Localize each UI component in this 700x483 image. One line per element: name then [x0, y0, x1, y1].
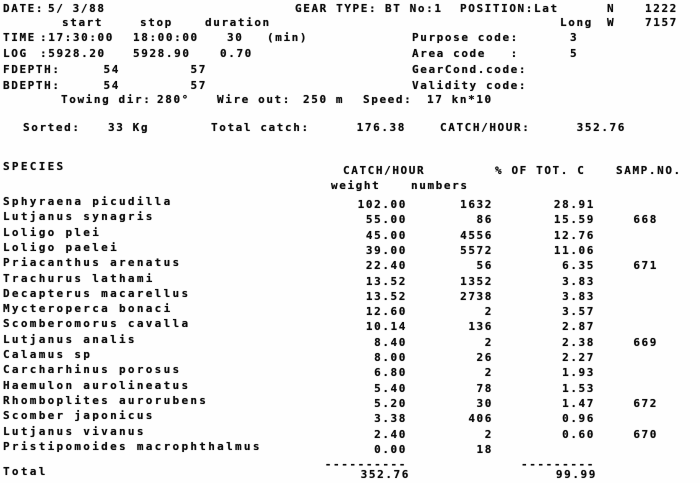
species-name: Haemulon aurolineatus [3, 379, 191, 392]
numbers-value: 86 [476, 213, 493, 226]
fdepth-label: FDEPTH: [3, 63, 61, 76]
pct-value: 12.76 [553, 229, 595, 242]
pct-value: 2.38 [562, 336, 595, 349]
date-label: DATE: [3, 2, 45, 15]
total-pct-value: 99.99 [555, 468, 597, 481]
samp-column-header: SAMP.NO. [616, 164, 682, 177]
bdepth-stop-value: 57 [190, 79, 207, 92]
numbers-value: 56 [476, 259, 493, 272]
towing-dir-label: Towing dir: [61, 93, 152, 106]
wire-out-label: Wire out: [217, 93, 292, 106]
pct-value: 1.53 [562, 382, 595, 395]
fdepth-start-value: 54 [103, 63, 120, 76]
species-column-label: SPECIES [3, 160, 66, 173]
weight-value: 45.00 [365, 229, 407, 242]
samp-value: 669 [633, 336, 658, 349]
numbers-value: 5572 [460, 244, 493, 257]
table-row [0, 425, 700, 440]
weight-value: 8.00 [374, 351, 407, 364]
catch-hour-label: CATCH/HOUR: [440, 121, 531, 134]
long-value: 7157 [645, 16, 678, 29]
catch-hour-value: 352.76 [576, 121, 626, 134]
wire-out-value: 250 m [303, 93, 345, 106]
pct-value: 2.87 [562, 320, 595, 333]
weight-value: 13.52 [365, 275, 407, 288]
table-row [0, 195, 700, 210]
pct-value: 2.27 [562, 351, 595, 364]
species-name: Priacanthus arenatus [3, 256, 182, 269]
numbers-value: 2 [484, 336, 493, 349]
duration-column-label: duration [205, 16, 271, 29]
weight-total-rule: ---------- [324, 458, 407, 471]
samp-value: 670 [633, 428, 658, 441]
total-weight-value: 352.76 [360, 468, 410, 481]
pct-value: 0.96 [562, 412, 595, 425]
time-label: TIME [3, 31, 36, 44]
fdepth-stop-value: 57 [190, 63, 207, 76]
weight-value: 13.52 [365, 290, 407, 303]
table-row [0, 394, 700, 409]
pct-value: 3.83 [562, 290, 595, 303]
table-row [0, 272, 700, 287]
pct-column-header: % OF TOT. C [495, 164, 586, 177]
pct-value: 0.60 [562, 428, 595, 441]
position-long-label: Long [560, 16, 593, 29]
purpose-code-label: Purpose code: [412, 31, 519, 44]
samp-value: 671 [633, 259, 658, 272]
weight-value: 22.40 [365, 259, 407, 272]
table-row [0, 302, 700, 317]
species-name: Loligo plei [3, 226, 102, 239]
numbers-value: 78 [476, 382, 493, 395]
species-name: Loligo paelei [3, 241, 119, 254]
total-row [0, 465, 700, 480]
table-row [0, 409, 700, 424]
table-row [0, 256, 700, 271]
bdepth-start-value: 54 [103, 79, 120, 92]
lat-hemisphere: N [607, 2, 616, 15]
speed-value: 17 kn*10 [427, 93, 493, 106]
total-catch-label: Total catch: [211, 121, 310, 134]
total-catch-value: 176.38 [356, 121, 406, 134]
time-duration-value: 30 [227, 31, 244, 44]
weight-value: 5.20 [374, 397, 407, 410]
pct-value: 1.47 [562, 397, 595, 410]
numbers-value: 2 [484, 305, 493, 318]
numbers-value: 406 [468, 412, 493, 425]
table-row [0, 210, 700, 225]
sorted-label: Sorted: [23, 121, 81, 134]
species-name: Lutjanus synagris [3, 210, 155, 223]
table-row [0, 241, 700, 256]
numbers-value: 2 [484, 428, 493, 441]
time-start-value: :17:30:00 [40, 31, 115, 44]
species-name: Sphyraena picudilla [3, 195, 173, 208]
numbers-value: 136 [468, 320, 493, 333]
pct-value: 6.35 [562, 259, 595, 272]
weight-value: 3.38 [374, 412, 407, 425]
pct-value: 1.93 [562, 366, 595, 379]
position-lat-label: POSITION:Lat [460, 2, 559, 15]
table-row [0, 348, 700, 363]
sorted-value: 33 Kg [108, 121, 150, 134]
species-name: Decapterus macarellus [3, 287, 191, 300]
gear-type-value: BT No:1 [385, 2, 443, 15]
weight-value: 12.60 [365, 305, 407, 318]
gear-type-label: GEAR TYPE: [295, 2, 378, 15]
numbers-value: 18 [476, 443, 493, 456]
weight-value: 0.00 [374, 443, 407, 456]
pct-total-rule: --------- [520, 458, 595, 471]
numbers-value: 30 [476, 397, 493, 410]
table-row [0, 317, 700, 332]
purpose-code-value: 3 [570, 31, 579, 44]
area-code-value: 5 [570, 47, 579, 60]
area-code-label: Area code : [412, 47, 519, 60]
species-name: Lutjanus vivanus [3, 425, 146, 438]
table-row [0, 226, 700, 241]
weight-value: 6.80 [374, 366, 407, 379]
validity-code-label: Validity code: [412, 79, 528, 92]
weight-value: 8.40 [374, 336, 407, 349]
start-column-label: start [62, 16, 104, 29]
numbers-value: 2 [484, 366, 493, 379]
species-name: Lutjanus analis [3, 333, 137, 346]
numbers-value: 2738 [460, 290, 493, 303]
species-name: Scomber japonicus [3, 409, 155, 422]
weight-value: 2.40 [374, 428, 407, 441]
weight-column-header: weight [331, 179, 381, 192]
species-name: Scomberomorus cavalla [3, 317, 191, 330]
weight-value: 5.40 [374, 382, 407, 395]
pct-value: 3.57 [562, 305, 595, 318]
total-label: Total [3, 465, 48, 478]
pct-value: 28.91 [553, 198, 595, 211]
time-stop-value: 18:00:00 [133, 31, 199, 44]
time-unit: (min) [267, 31, 309, 44]
species-name: Pristipomoides macrophthalmus [3, 440, 262, 453]
pct-value: 15.59 [553, 213, 595, 226]
numbers-value: 4556 [460, 229, 493, 242]
samp-value: 668 [633, 213, 658, 226]
bdepth-label: BDEPTH: [3, 79, 61, 92]
species-name: Carcharhinus porosus [3, 363, 182, 376]
lat-value: 1222 [645, 2, 678, 15]
numbers-value: 1632 [460, 198, 493, 211]
weight-value: 102.00 [357, 198, 407, 211]
table-row [0, 287, 700, 302]
pct-value: 3.83 [562, 275, 595, 288]
log-label: LOG [3, 47, 28, 60]
stop-column-label: stop [140, 16, 173, 29]
weight-value: 55.00 [365, 213, 407, 226]
gearcond-code-label: GearCond.code: [412, 63, 528, 76]
samp-value: 672 [633, 397, 658, 410]
table-row [0, 440, 700, 455]
catch-hour-column-header: CATCH/HOUR [343, 164, 426, 177]
species-name: Calamus sp [3, 348, 93, 361]
pct-value: 11.06 [553, 244, 595, 257]
table-row [0, 363, 700, 378]
numbers-value: 1352 [460, 275, 493, 288]
log-stop-value: 5928.90 [133, 47, 191, 60]
table-row [0, 379, 700, 394]
species-name: Mycteroperca bonaci [3, 302, 173, 315]
log-start-value: :5928.20 [40, 47, 106, 60]
species-name: Trachurus lathami [3, 272, 155, 285]
log-duration-value: 0.70 [220, 47, 253, 60]
date-value: 5/ 3/88 [48, 2, 106, 15]
numbers-value: 26 [476, 351, 493, 364]
numbers-column-header: numbers [411, 179, 469, 192]
table-row [0, 333, 700, 348]
species-name: Rhomboplites aurorubens [3, 394, 209, 407]
long-hemisphere: W [607, 16, 616, 29]
speed-label: Speed: [363, 93, 413, 106]
towing-dir-value: 280° [157, 93, 190, 106]
weight-value: 10.14 [365, 320, 407, 333]
weight-value: 39.00 [365, 244, 407, 257]
